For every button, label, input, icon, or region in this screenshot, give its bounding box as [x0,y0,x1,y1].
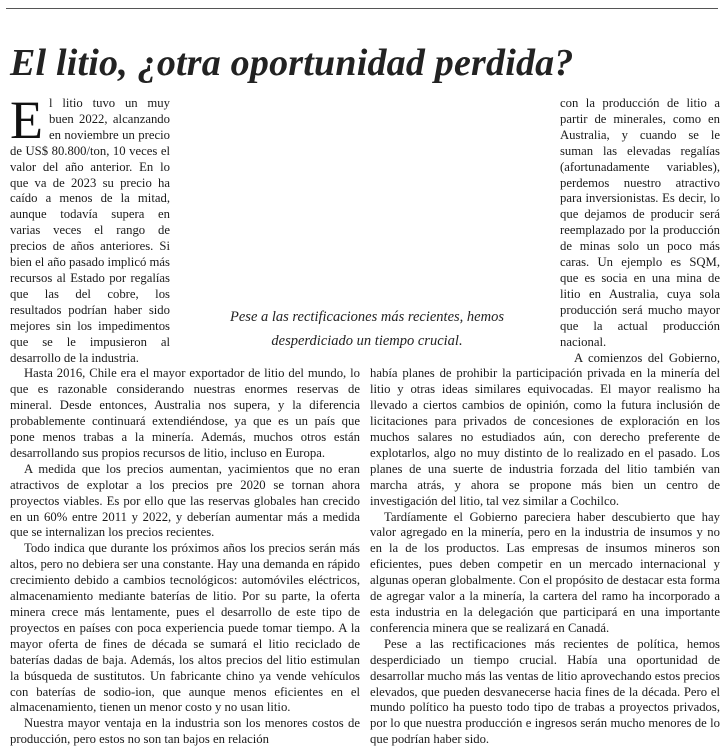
paragraph-7: A comienzos del Gobierno, había planes de prohibir la participación privada en la minería del litio y otras ideas similares equivocadas. El mayor realismo ha llevado a ciertos cambios de opinión, como la futura inclusión de licitaciones para privados de concesiones de exploración en los muchos salares no estudiados aún, con derecho preferente de explotarlos, algo no muy distinto de lo realizado en el pasado. Los planes de una suerte de industria forzada del litio también van marcha atrás, y ahora se propone más bien un centro de investigación del litio, tal vez similar a Cochilco. [370,350,720,508]
left-column [10,90,360,747]
drop-cap: E [10,90,43,150]
paragraph-6: con la producción de litio a partir de minerales, como en Australia, y cuando se le suman las elevadas regalías (afortunadamente variables), perdemos nuestro atractivo para inversionistas. Es decir, lo que dejamos de producir será reemplazado por la producción de minas solo un poco más caras. Un ejemplo es SQM, que es socia en una mina de litio en Australia, cuya sola producción será mucho mayor que la actual producción nacional. [560,96,720,349]
paragraph-8: Tardíamente el Gobierno pareciera haber descubierto que hay valor agregado en la minería, pero en la industria de insumos y no en la de los productos. Las empresas de insumos mineros son eficientes, pues deben competir en un mercado internacional y algunas operan globalmente. Con el propósito de destacar esta forma de agregar valor a la minería, la cartera del ramo ha incorporado a esta industria en la delegación que participará en una importante conferencia minera que se realizará en Canadá. [370,509,720,635]
paragraph-1: El litio tuvo un muy buen 2022, alcanzando en noviembre un precio de US$ 80.800/ton, 10 veces el valor del año anterior. En lo que va de 2023 su precio ha caído a menos de la mitad, aunque todavía supera en varias veces el rango de precios de años anteriores. Si bien el año pasado implicó más recursos al Estado por regalías que las del cobre, los resultados podrían haber sido mejores sin los impedimentos que se le impusieron al desarrollo de la industria. [10,90,170,365]
paragraph-3: A medida que los precios aumentan, yacimientos que no eran atractivos de explotar a los precios pre 2020 se tornan ahora proyectos viables. Es por ello que las reservas globales han crecido en un 60% entre 2011 y 2022, y deberían aumentar más a medida que se internalizan los precios recientes. [10,461,360,540]
pull-quote-text: Pese a las rectificaciones más recientes, hemos desperdiciado un tiempo crucial. [230,308,504,349]
top-rule [6,8,718,9]
paragraph-5: Nuestra mayor ventaja en la industria son los menores costos de producción, pero estos no son tan bajos en relación [10,716,360,747]
paragraph-9: Pese a las rectificaciones más recientes de política, hemos desperdiciado un tiempo crucial. Había una oportunidad de desarrollar mucho más las ventas de litio aprovechando estos precios elevados, que pueden desvanecerse hacia fines de la década. Pero el mundo político ha puesto todo tipo de trabas a proyectos privados, por lo que nuestra producción e ingresos serán mucho menores de lo que podrían haber sido. [370,636,720,747]
paragraph-4: Todo indica que durante los próximos años los precios serán más altos, pero no debiera ser una constante. Hay una demanda en rápido crecimiento debido a cambios tecnológicos: automóviles eléctricos, almacenamiento mediante baterías de litio. Por su parte, la oferta minera crece más lentamente, pues el desarrollo de este tipo de proyectos en países con poca experiencia puede tomar tiempo. A la mayor oferta de fines de década se sumará el litio reciclado de baterías dadas de baja. Además, los altos precios del litio estimulan la búsqueda de sustitutos. Un fabricante chino ya vende vehículos con baterías de sodio-ion, que aunque menos eficientes en el almacenamiento, tienen un menor costo y no usan litio. [10,541,360,715]
headline: El litio, ¿otra oportunidad perdida? [10,42,574,84]
right-column [370,96,720,747]
paragraph-2: Hasta 2016, Chile era el mayor exportador de litio del mundo, lo que es razonable considerando nuestras enormes reservas de mineral. Desde entonces, Australia nos supera, y la diferencia probablemente continuará extendiéndose, ya que es un país que pone menos trabas a la minería. Además, muchos otros están desarrollando sus propios recursos de litio, incluso en Europa. [10,366,360,460]
pull-quote [206,302,528,355]
